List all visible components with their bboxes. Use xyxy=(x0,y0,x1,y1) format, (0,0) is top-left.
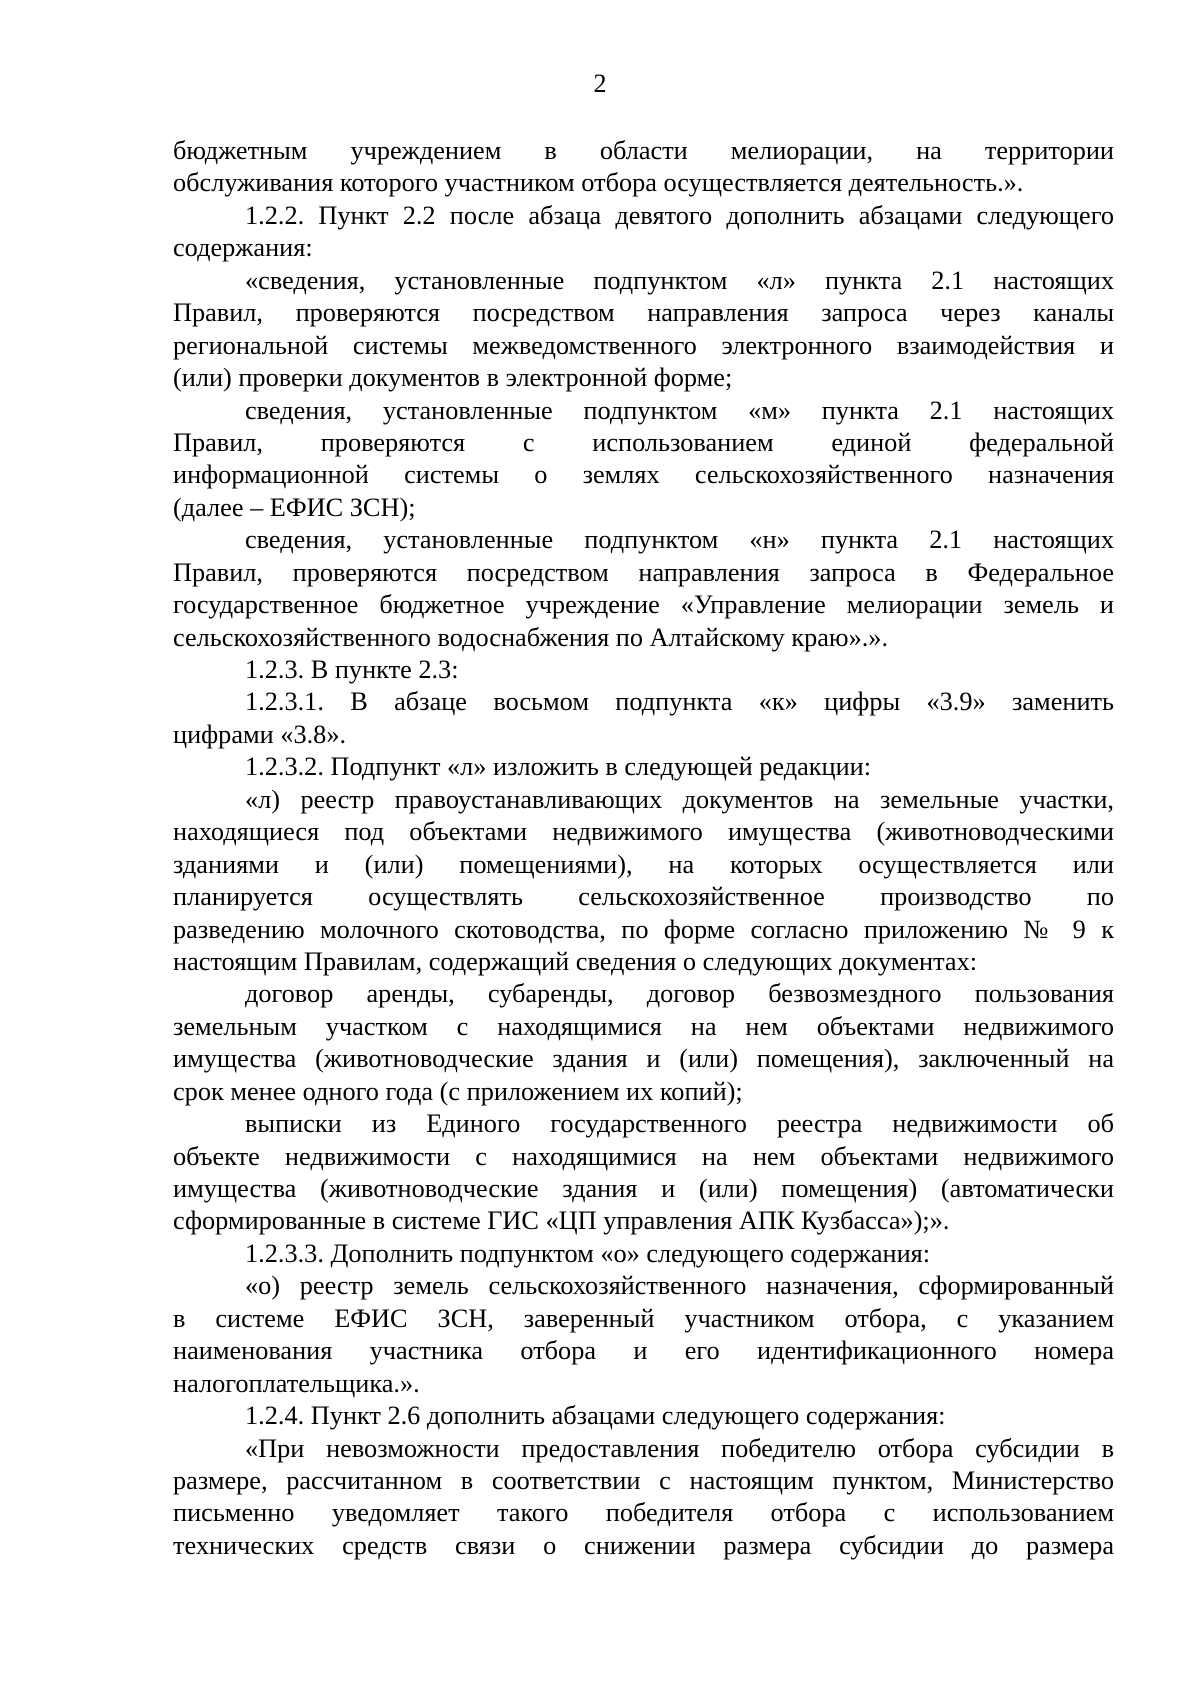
text-line: (или) проверки документов в электронной форме; xyxy=(173,363,733,393)
text-line: в системе ЕФИС ЗСН, заверенный участником отбора, с указанием xyxy=(173,1303,1114,1333)
text-line: настоящим Правилам, содержащий сведения о следующих документах: xyxy=(173,946,978,976)
text-line: бюджетным учреждением в области мелиорации, на территории xyxy=(173,136,1114,165)
text-line: технических средств связи о снижении размера субсидии до размера xyxy=(173,1530,1114,1560)
text-line: «о) реестр земель сельскохозяйственного назначения, сформированный xyxy=(245,1271,1114,1301)
text-line: региональной системы межведомственного электронного взаимодействия и xyxy=(173,330,1114,360)
text-line: имущества (животноводческие здания и (или) помещения) (автоматически xyxy=(173,1174,1114,1203)
text-line: «л) реестр правоустанавливающих документов на земельные участки, xyxy=(245,784,1114,814)
document-body xyxy=(173,135,1114,1562)
text-line: сформированные в системе ГИС «ЦП управления АПК Кузбасса»);». xyxy=(173,1206,950,1236)
text-line: письменно уведомляет такого победителя отбора с использованием xyxy=(173,1498,1114,1528)
text-line: 1.2.3. В пункте 2.3: xyxy=(245,655,459,684)
text-line: земельным участком с находящимися на нем объектами недвижимого xyxy=(173,1011,1114,1041)
text-line: размере, рассчитанном в соответствии с настоящим пунктом, Министерство xyxy=(173,1465,1114,1495)
text-line: разведению молочного скотоводства, по форме согласно приложению № 9 к xyxy=(173,914,1114,944)
text-line: 1.2.4. Пункт 2.6 дополнить абзацами следующего содержания: xyxy=(245,1401,946,1431)
text-line: зданиями и (или) помещениями), на которых осуществляется или xyxy=(173,849,1114,879)
text-line: объекте недвижимости с находящимися на нем объектами недвижимого xyxy=(173,1141,1114,1171)
text-line: сведения, установленные подпунктом «н» пункта 2.1 настоящих xyxy=(245,525,1114,555)
text-line: Правил, проверяются посредством направления запроса через каналы xyxy=(173,298,1114,328)
text-line: 1.2.3.3. Дополнить подпунктом «о» следующего содержания: xyxy=(245,1238,931,1268)
text-line: сведения, установленные подпунктом «м» пункта 2.1 настоящих xyxy=(245,395,1114,425)
text-line: наименования участника отбора и его идентификационного номера xyxy=(173,1336,1114,1366)
text-line: 1.2.3.2. Подпункт «л» изложить в следующей редакции: xyxy=(245,752,872,782)
text-line: информационной системы о землях сельскохозяйственного назначения xyxy=(173,460,1114,490)
text-line: Правил, проверяются посредством направления запроса в Федеральное xyxy=(173,557,1114,587)
text-line: цифрами «3.8». xyxy=(173,719,347,749)
text-line: сельскохозяйственного водоснабжения по Алтайскому краю».». xyxy=(173,622,889,652)
text-line: (далее – ЕФИС ЗСН); xyxy=(173,492,416,522)
text-line: содержания: xyxy=(173,233,313,263)
text-line: государственное бюджетное учреждение «Управление мелиорации земель и xyxy=(173,590,1114,620)
text-line: выписки из Единого государственного реестра недвижимости об xyxy=(245,1109,1114,1139)
text-line: 1.2.2. Пункт 2.2 после абзаца девятого дополнить абзацами следующего xyxy=(245,200,1114,230)
text-line: Правил, проверяются с использованием единой федеральной xyxy=(173,427,1114,457)
text-line: срок менее одного года (с приложением их копий); xyxy=(173,1076,743,1106)
text-line: 1.2.3.1. В абзаце восьмом подпункта «к» цифры «3.9» заменить xyxy=(245,687,1114,717)
text-line: «При невозможности предоставления победителю отбора субсидии в xyxy=(245,1433,1114,1463)
page-number: 2 xyxy=(593,69,607,98)
text-line: «сведения, установленные подпунктом «л» пункта 2.1 настоящих xyxy=(245,265,1114,295)
text-line: имущества (животноводческие здания и (или) помещения), заключенный на xyxy=(173,1044,1114,1074)
text-line: находящиеся под объектами недвижимого имущества (животноводческими xyxy=(173,817,1114,847)
text-line: договор аренды, субаренды, договор безвозмездного пользования xyxy=(245,979,1114,1009)
text-line: обслуживания которого участником отбора осуществляется деятельность.». xyxy=(173,168,1024,198)
text-line: налогоплательщика.». xyxy=(173,1368,420,1398)
text-line: планируется осуществлять сельскохозяйственное производство по xyxy=(173,882,1114,912)
